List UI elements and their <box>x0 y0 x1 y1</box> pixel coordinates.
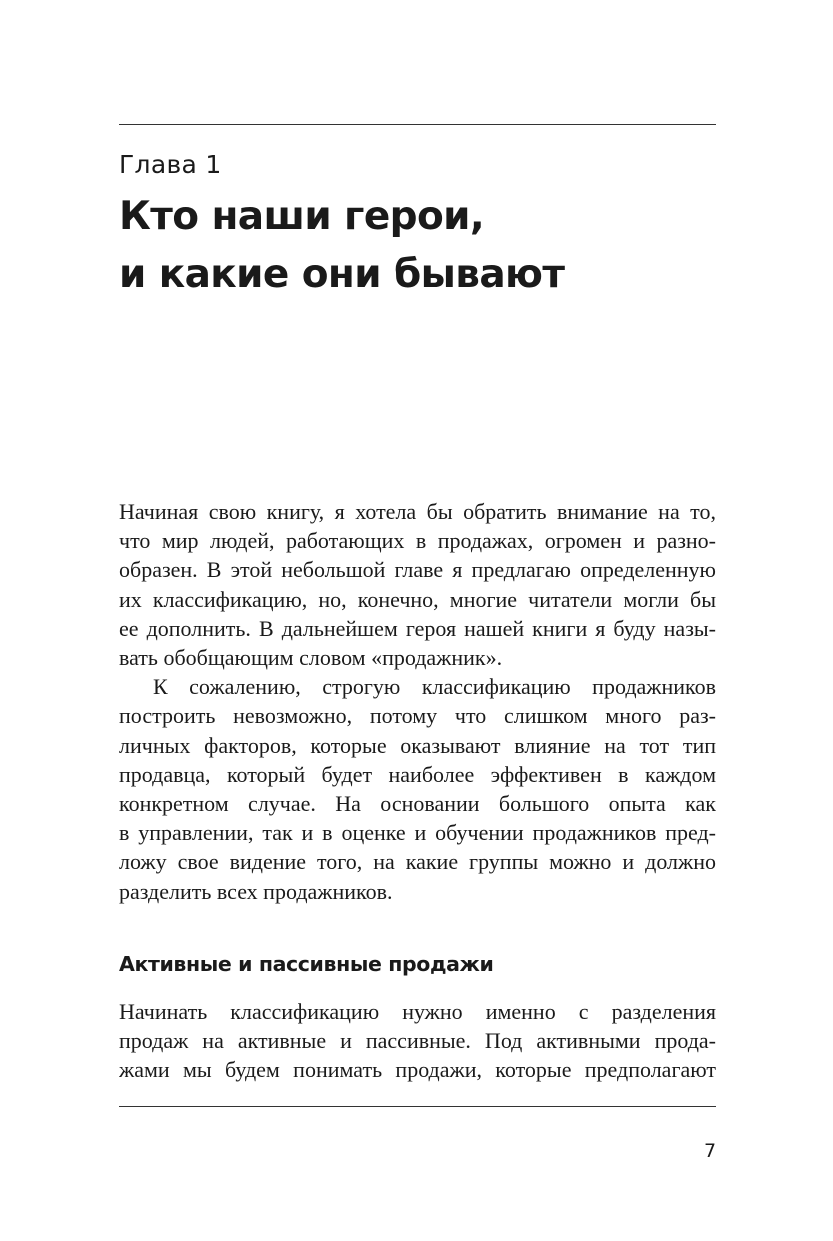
page-number: 7 <box>704 1140 717 1162</box>
top-rule <box>119 124 716 125</box>
paragraph <box>119 672 716 906</box>
section-heading: Активные и пассивные продажи <box>119 952 494 976</box>
paragraph <box>119 997 716 1085</box>
chapter-title-line: и какие они бывают <box>119 252 565 297</box>
text-line: К сожалению, строгую классификацию продажников <box>153 674 716 700</box>
text-line: ложу свое видение того, на какие группы можно и должно <box>119 849 716 875</box>
text-line: продавца, который будет наиболее эффективен в каждом <box>119 761 716 787</box>
text-line: построить невозможно, потому что слишком много раз- <box>119 703 716 729</box>
text-line: личных факторов, которые оказывают влияние на тот тип <box>119 732 716 758</box>
text-line: что мир людей, работающих в продажах, огромен и разно- <box>119 528 716 554</box>
text-line: Начинать классификацию нужно именно с разделения <box>119 999 716 1024</box>
text-line: ее дополнить. В дальнейшем героя нашей книги я буду назы- <box>119 615 716 641</box>
text-line: вать обобщающим словом «продажник». <box>119 645 503 671</box>
text-line: разделить всех продажников. <box>119 878 393 904</box>
chapter-title <box>119 188 564 304</box>
bottom-rule <box>119 1106 716 1107</box>
text-line: Начиная свою книгу, я хотела бы обратить внимание на то, <box>119 499 716 524</box>
chapter-title-line: Кто наши герои, <box>119 194 485 239</box>
text-line: в управлении, так и в оценке и обучении продажников пред- <box>119 820 716 846</box>
chapter-label: Глава 1 <box>119 150 222 179</box>
text-line: конкретном случае. На основании большого опыта как <box>119 791 716 817</box>
text-line: их классификацию, но, конечно, многие читатели могли бы <box>119 586 716 612</box>
section-text <box>119 997 716 1085</box>
intro-text <box>119 497 716 906</box>
text-line: образен. В этой небольшой главе я предлагаю определенную <box>119 557 716 583</box>
text-line: жами мы будем понимать продажи, которые предполагают <box>119 1057 716 1083</box>
paragraph <box>119 497 716 672</box>
text-line: продаж на активные и пассивные. Под активными прода- <box>119 1028 716 1054</box>
